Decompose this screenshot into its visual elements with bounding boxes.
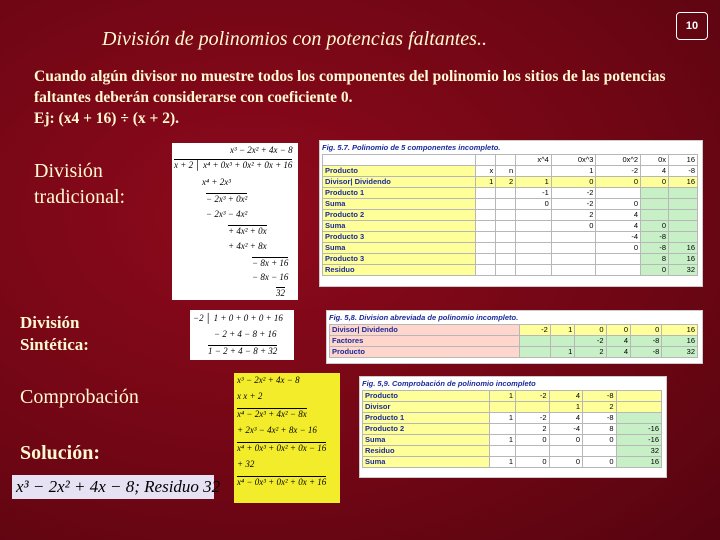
table-synthetic [326, 310, 703, 364]
check-line: x⁴ + 0x³ + 0x² + 0x − 16 [237, 443, 327, 453]
table-row [323, 254, 698, 265]
row-label: Producto 1 [363, 413, 490, 424]
table-cell: 16 [616, 457, 662, 468]
table-cell: -2 [551, 199, 596, 210]
table-cell [516, 166, 552, 177]
table-cell [496, 232, 516, 243]
table-caption: Fig. 5,9. Comprobación de polinomio incompleto [362, 379, 536, 388]
table-cell: 0 [631, 325, 662, 336]
check-line: + 32 [237, 459, 255, 469]
table-cell: -8 [583, 391, 616, 402]
row-label: Producto [323, 166, 476, 177]
table-row [323, 221, 698, 232]
table-cell: 0x^3 [551, 155, 596, 166]
table-row [323, 210, 698, 221]
synthetic-line: 1 − 2 + 4 − 8 + 32 [208, 346, 278, 356]
row-label: Producto 3 [323, 232, 476, 243]
table-cell: 0 [549, 435, 582, 446]
table-cell [476, 232, 496, 243]
table-cell [496, 199, 516, 210]
table-cell [476, 243, 496, 254]
table-cell: -2 [551, 188, 596, 199]
table-row [363, 402, 662, 413]
table-cell: 16 [669, 155, 698, 166]
table-check [359, 376, 667, 478]
table-cell: 1 [489, 457, 515, 468]
quotient-line: x³ − 2x² + 4x − 8 [230, 145, 293, 155]
table-row [323, 188, 698, 199]
table-cell: 2 [551, 210, 596, 221]
step-line: − 2x³ + 0x² [206, 194, 248, 204]
table-cell: 0 [606, 325, 631, 336]
table-cell [669, 221, 698, 232]
table-cell: 0 [596, 199, 641, 210]
table-cell [496, 188, 516, 199]
table-cell [596, 265, 641, 276]
table-cell: 0 [516, 457, 549, 468]
table-cell [516, 243, 552, 254]
row-label: Factores [330, 336, 520, 347]
table-cell [476, 199, 496, 210]
table-cell [516, 402, 549, 413]
table-cell [551, 265, 596, 276]
table-cell: -2 [516, 391, 549, 402]
row-label: Divisor| Dividendo [323, 177, 476, 188]
table-cell: -2 [575, 336, 606, 347]
table-row [330, 325, 698, 336]
table-cell [496, 221, 516, 232]
check-line: x⁴ − 0x³ + 0x² + 0x + 16 [237, 477, 327, 487]
table-row [323, 265, 698, 276]
table-cell: 2 [575, 347, 606, 358]
table-cell: 4 [606, 347, 631, 358]
table-cell [551, 254, 596, 265]
check-line: + 2x³ − 4x² + 8x − 16 [237, 425, 317, 435]
table-cell: 0 [551, 221, 596, 232]
synthetic-panel [190, 310, 294, 360]
row-label: Producto [363, 391, 490, 402]
table-cell: -8 [631, 347, 662, 358]
table-cell: 16 [669, 177, 698, 188]
table-cell [669, 232, 698, 243]
table-cell [476, 221, 496, 232]
table-row [330, 336, 698, 347]
table-cell [516, 254, 552, 265]
table-cell: 16 [669, 254, 698, 265]
table-row [323, 155, 698, 166]
solution-box: x³ − 2x² + 4x − 8; Residuo 32 [12, 475, 214, 499]
table-cell: 0x [641, 155, 669, 166]
table-cell: x^4 [516, 155, 552, 166]
table-cell: 16 [662, 325, 698, 336]
table-cell: -8 [641, 243, 669, 254]
table-cell [641, 188, 669, 199]
table-cell: -8 [641, 232, 669, 243]
table-cell [476, 254, 496, 265]
step-line: x⁴ + 2x³ [202, 177, 231, 187]
check-line: x³ − 2x² + 4x − 8 [237, 375, 300, 385]
table-cell: 8 [583, 424, 616, 435]
table-cell [516, 210, 552, 221]
table-cell [549, 446, 582, 457]
table-cell [489, 424, 515, 435]
table-cell: -16 [616, 424, 662, 435]
table-cell: 0 [583, 457, 616, 468]
table-cell [496, 254, 516, 265]
table-cell: -8 [583, 413, 616, 424]
row-label: Producto [330, 347, 520, 358]
table-cell: 0 [641, 265, 669, 276]
table-row [363, 457, 662, 468]
table-cell: 0x^2 [596, 155, 641, 166]
table-caption: Fig. 5,8. Division abreviada de polinomio incompleto. [329, 313, 519, 322]
table-cell: 1 [489, 435, 515, 446]
check-panel [234, 373, 340, 503]
row-label: Producto 2 [363, 424, 490, 435]
table-cell: 4 [549, 391, 582, 402]
table-cell: 1 [516, 177, 552, 188]
table-cell: 0 [549, 457, 582, 468]
row-label: Suma [323, 243, 476, 254]
table-cell [516, 232, 552, 243]
table-cell [496, 210, 516, 221]
table-cell: 1 [476, 177, 496, 188]
dividend-line: x + 2 │ x⁴ + 0x³ + 0x² + 0x + 16 [174, 160, 293, 170]
table-cell: 32 [616, 446, 662, 457]
table-cell [669, 199, 698, 210]
table-cell: 0 [641, 221, 669, 232]
step-line: + 4x² + 8x [228, 241, 267, 251]
table-cell: 32 [662, 347, 698, 358]
check-line: x⁴ − 2x³ + 4x² − 8x [237, 409, 307, 419]
row-label: Residuo [363, 446, 490, 457]
row-label: Suma [363, 435, 490, 446]
table-cell: -16 [616, 435, 662, 446]
table-cell: -8 [669, 166, 698, 177]
label-traditional [34, 158, 125, 210]
table-cell [616, 391, 662, 402]
table-cell: 4 [596, 221, 641, 232]
table-cell [496, 243, 516, 254]
table-cell [476, 265, 496, 276]
table-cell: -8 [631, 336, 662, 347]
table-cell: 1 [550, 347, 575, 358]
remainder-line: 32 [276, 288, 285, 298]
table-cell: 0 [641, 177, 669, 188]
table-cell: 4 [641, 166, 669, 177]
table-cell: -2 [519, 325, 550, 336]
table-cell: 1 [551, 166, 596, 177]
row-label [323, 155, 476, 166]
row-label: Suma [323, 199, 476, 210]
table-cell [551, 232, 596, 243]
table-cell [476, 188, 496, 199]
table-cell: -4 [596, 232, 641, 243]
table-cell [641, 210, 669, 221]
check-line: x x + 2 [237, 391, 263, 401]
table-cell [516, 446, 549, 457]
table-cell: 1 [489, 391, 515, 402]
table-cell [489, 402, 515, 413]
table-cell: 1 [550, 325, 575, 336]
table-caption: Fig. 5.7. Polinomio de 5 componentes incompleto. [322, 143, 501, 152]
table-cell [641, 199, 669, 210]
traditional-grid [322, 154, 698, 276]
table-cell: 0 [596, 243, 641, 254]
table-cell [583, 446, 616, 457]
table-cell [496, 155, 516, 166]
table-cell: 4 [606, 336, 631, 347]
table-cell: 0 [583, 435, 616, 446]
table-traditional [319, 140, 703, 287]
table-cell: 16 [669, 243, 698, 254]
row-label: Producto 2 [323, 210, 476, 221]
label-synthetic [20, 312, 89, 356]
step-line: − 2x³ − 4x² [206, 209, 248, 219]
check-grid [362, 390, 662, 468]
table-cell [519, 336, 550, 347]
table-cell [596, 254, 641, 265]
table-row [323, 243, 698, 254]
long-division-panel [172, 143, 298, 300]
table-cell: 8 [641, 254, 669, 265]
label-check: Comprobación [20, 386, 139, 408]
synthetic-grid [329, 324, 698, 358]
label-synthetic-line2: Sintética: [20, 335, 89, 354]
table-cell [551, 243, 596, 254]
page-number: 10 [676, 12, 708, 40]
table-cell: 0 [575, 325, 606, 336]
table-cell: -1 [516, 188, 552, 199]
table-cell: 1 [549, 402, 582, 413]
label-solution: Solución: [20, 442, 101, 464]
table-cell: x [476, 166, 496, 177]
table-cell [616, 402, 662, 413]
table-cell [596, 188, 641, 199]
table-cell: 4 [596, 210, 641, 221]
step-line: − 8x − 16 [252, 272, 289, 282]
row-label: Suma [323, 221, 476, 232]
table-cell [669, 188, 698, 199]
table-cell: -2 [596, 166, 641, 177]
slide-title: División de polinomios con potencias faltantes.. [102, 28, 487, 50]
row-label: Producto 3 [323, 254, 476, 265]
table-cell [519, 347, 550, 358]
step-line: + 4x² + 0x [228, 226, 267, 236]
table-row [363, 413, 662, 424]
label-traditional-line2: tradicional: [34, 186, 126, 208]
step-line: − 8x + 16 [252, 258, 289, 268]
table-cell [516, 265, 552, 276]
table-cell: -4 [549, 424, 582, 435]
row-label: Producto 1 [323, 188, 476, 199]
table-cell [476, 155, 496, 166]
table-cell: 0 [516, 435, 549, 446]
table-cell [489, 446, 515, 457]
table-cell: n [496, 166, 516, 177]
table-row [363, 435, 662, 446]
table-cell: 0 [551, 177, 596, 188]
table-cell: 32 [669, 265, 698, 276]
table-row [323, 199, 698, 210]
row-label: Divisor| Dividendo [330, 325, 520, 336]
table-cell: 2 [516, 424, 549, 435]
table-cell [669, 210, 698, 221]
table-cell [476, 210, 496, 221]
table-cell: 0 [596, 177, 641, 188]
table-row [330, 347, 698, 358]
row-label: Residuo [323, 265, 476, 276]
table-cell: 0 [516, 199, 552, 210]
intro-text [34, 66, 694, 129]
table-cell: 4 [549, 413, 582, 424]
row-label: Divisor [363, 402, 490, 413]
table-row [323, 166, 698, 177]
table-cell [496, 265, 516, 276]
table-row [363, 446, 662, 457]
table-cell [516, 221, 552, 232]
table-cell: -2 [516, 413, 549, 424]
table-row [363, 424, 662, 435]
label-traditional-line1: División [34, 160, 103, 182]
table-cell: 1 [489, 413, 515, 424]
table-cell: 16 [662, 336, 698, 347]
table-cell: 2 [496, 177, 516, 188]
table-cell [616, 413, 662, 424]
table-row [323, 177, 698, 188]
table-cell [550, 336, 575, 347]
table-cell: 2 [583, 402, 616, 413]
row-label: Suma [363, 457, 490, 468]
label-synthetic-line1: División [20, 313, 80, 332]
table-row [323, 232, 698, 243]
synthetic-line: − 2 + 4 − 8 + 16 [214, 329, 277, 339]
table-row [363, 391, 662, 402]
synthetic-line: −2 │ 1 + 0 + 0 + 0 + 16 [193, 313, 283, 323]
example-line: Ej: (x4 + 16) ÷ (x + 2). [34, 110, 179, 127]
intro-paragraph: Cuando algún divisor no muestre todos los componentes del polinomio los sitios de las potencias faltantes deberán considerarse con coeficiente 0. [34, 68, 666, 106]
